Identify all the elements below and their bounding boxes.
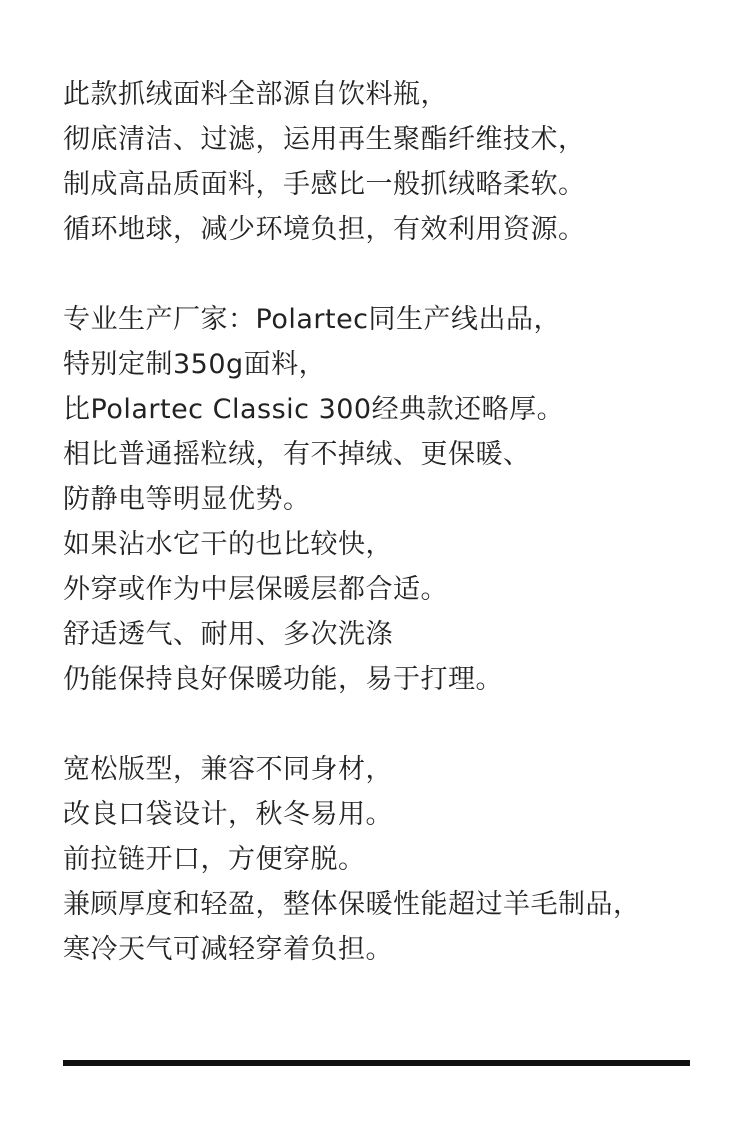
text-line: 如果沾水它干的也比较快， (63, 529, 393, 560)
text-line: 舒适透气、耐用、多次洗涤 (63, 619, 393, 650)
product-description (63, 72, 743, 972)
divider-rule (63, 1060, 690, 1066)
paragraph-material (63, 72, 743, 252)
text-line: 彻底清洁、过滤，运用再生聚酯纤维技术， (63, 124, 586, 155)
text-line: 相比普通摇粒绒，有不掉绒、更保暖、 (63, 439, 531, 470)
text-line: 寒冷天气可减轻穿着负担。 (63, 934, 393, 965)
text-line: 专业生产厂家：Polartec同生产线出品， (63, 304, 562, 335)
text-line: 兼顾厚度和轻盈，整体保暖性能超过羊毛制品， (63, 889, 641, 920)
text-line: 外穿或作为中层保暖层都合适。 (63, 574, 448, 605)
text-line: 循环地球，减少环境负担，有效利用资源。 (63, 214, 586, 245)
text-line: 此款抓绒面料全部源自饮料瓶， (63, 79, 448, 110)
text-line: 防静电等明显优势。 (63, 484, 311, 515)
text-line: 仍能保持良好保暖功能，易于打理。 (63, 664, 503, 695)
paragraph-manufacturer (63, 297, 743, 702)
paragraph-design (63, 747, 743, 972)
paragraph-spacer (63, 702, 743, 747)
text-line: 前拉链开口，方便穿脱。 (63, 844, 366, 875)
text-line: 宽松版型，兼容不同身材， (63, 754, 393, 785)
text-line: 比Polartec Classic 300经典款还略厚。 (63, 394, 565, 425)
paragraph-spacer (63, 252, 743, 297)
text-line: 制成高品质面料，手感比一般抓绒略柔软。 (63, 169, 586, 200)
text-line: 改良口袋设计，秋冬易用。 (63, 799, 393, 830)
text-line: 特别定制350g面料， (63, 349, 327, 380)
